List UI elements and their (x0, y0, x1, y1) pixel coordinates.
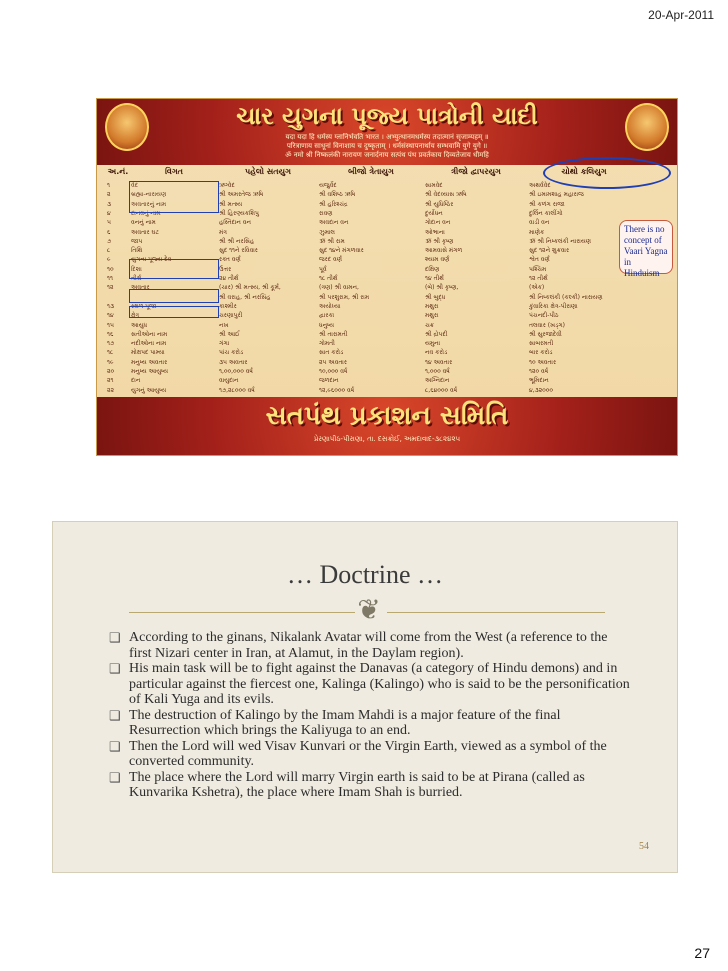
highlight-box (129, 289, 219, 303)
table-cell: શ્રી સુરજાદેવી (529, 330, 562, 338)
table-cell: સામવેદ (425, 182, 443, 189)
table-cell: દુર્લિન કાલીંગો (529, 209, 563, 217)
table-cell: ૧૨ તીર્થ (529, 275, 548, 282)
table-cell: ભૂમિદાન (529, 377, 549, 385)
table-cell: શ્રી હરિશ્ચંદ્ર (319, 200, 348, 208)
table-cell: ૨૪ તીર્થ (219, 275, 239, 282)
table-row (103, 386, 671, 396)
table-cell: શ્રી વરાહ, શ્રી નરસિંહ (219, 293, 271, 301)
table-cell: શ્રી શ્રી નરસિંહ (219, 237, 255, 245)
table-cell: ૧૨,૯૬૦૦૦ વર્ષ (319, 386, 355, 394)
table-cell: ૧૩ (107, 302, 114, 310)
table-cell: પંચનદી-પીઠ (529, 312, 559, 320)
table-cell: અવતાર ઘટ (131, 228, 159, 236)
table-cell: મથુરા (425, 312, 439, 320)
banner-title: ચાર યુગના પૂજ્ય પાત્રોની યાદી (236, 102, 538, 130)
table-cell: અયોધ્યા (319, 302, 341, 310)
doctrine-bullets (53, 630, 633, 801)
table-cell: ૬ (107, 228, 111, 236)
table-cell: ૩ (107, 200, 111, 208)
table-cell: બાર કરોડ (529, 349, 553, 357)
table-cell: ૧ (107, 182, 110, 189)
table-cell: મનુષ્ય આયુષ્ય (131, 368, 169, 375)
table-cell: ૧,૦૦૦ વર્ષ (425, 368, 450, 375)
table-cell: શ્રી આઈ (219, 330, 240, 338)
bullet-item (53, 661, 633, 708)
table-cell: ગંગા (219, 340, 230, 348)
table-cell: ૐ શ્રી કૃષ્ણ (425, 237, 454, 245)
bullet-item (53, 770, 633, 801)
shloka-line-1: यदा यदा हि धर्मस्य ग्लानिर्भवति भारत । अभ्युत्थानमधर्मस्य तदात्मानं सृजाम्यहम् ॥ (285, 133, 489, 141)
table-cell: ૧૬ (107, 330, 114, 338)
table-cell: ૧૮ તીર્થ (319, 275, 338, 282)
table-cell: દુર્યોધન (425, 209, 443, 217)
table-cell: શ્રી ઇમામશાહ મહારાજ (529, 191, 584, 199)
table-cell: યમુના (425, 340, 441, 348)
table-cell: ૧૨૦ વર્ષ (529, 368, 549, 375)
table-header-cell: બીજો ત્રેતાયુગ (348, 167, 394, 176)
table-cell: ૪,૩૨૦૦૦ (529, 386, 553, 394)
table-cell: ૧૦ (107, 265, 114, 273)
table-cell: ૧૯ (107, 358, 114, 366)
table-cell: શ્વેત વર્ણ (529, 256, 550, 264)
bullet-text: The place where the Lord will marry Virgin earth is said to be at Pirana (called as Kunvarika Kshetra), the place where Imam Shah is burried. (129, 769, 585, 800)
table-cell: ચક્ર (425, 321, 435, 329)
table-cell: માણેક (529, 228, 545, 236)
bullet-item (53, 630, 633, 661)
table-cell: આમવાસે મંગળ (425, 247, 463, 255)
table-cell: ગોદાન વન (425, 219, 451, 227)
yuga-table (103, 165, 671, 397)
table-cell: ૨૧ (107, 377, 114, 385)
table-cell: નખ (219, 321, 229, 329)
bullet-text: Then the Lord will wed Visav Kunvari or the Virgin Earth, viewed as a symbol of the converted community. (129, 738, 607, 769)
table-cell: પૂર્વ (319, 265, 327, 273)
table-cell: સુદ ૧૪ને મંગળવાર (319, 247, 364, 255)
table-cell: ૨૨ (107, 386, 115, 394)
table-cell: ઉત્તર (219, 265, 232, 273)
page-number: 27 (694, 945, 710, 961)
table-cell: ૮,૬૪૦૦૦ વર્ષ (425, 386, 458, 394)
publisher-title: સતપંથ પ્રકાશન સમિતિ (265, 401, 509, 431)
table-cell: સુદ ૧૨ને શુક્રવાર (529, 247, 570, 255)
table-cell: મોક્ષપદ પામ્યા (131, 349, 165, 357)
table-cell: અગ્નિદાન (425, 377, 450, 385)
table-cell: યુગના પૂજ્ય દેવ (131, 256, 172, 264)
slide1-footer-band (97, 397, 677, 455)
deity-portrait-right (625, 103, 669, 151)
table-cell: (એક) (529, 284, 545, 292)
bullet-icon: ❑ (109, 738, 121, 754)
table-cell: ધનુષ્ય (319, 321, 335, 329)
bullet-icon: ❑ (109, 769, 121, 785)
table-cell: જળદાન (319, 377, 339, 385)
ornament-icon: ❦ (357, 595, 381, 626)
table-cell: ૐ શ્રી નિષ્કલંકી નારાયણ (529, 237, 592, 245)
table-cell: ૨૦ (107, 368, 115, 375)
table-cell: દિશા (131, 265, 142, 273)
table-cell: (ચાર) શ્રી મત્સ્ય, શ્રી કૂર્મ, (219, 284, 281, 292)
table-cell: ઓભાના (425, 228, 445, 236)
doctrine-slide (52, 521, 678, 873)
table-cell: જાપ (131, 237, 143, 245)
table-cell: ૧૪ (107, 312, 114, 320)
table-cell: ૨૫ અવતાર (319, 358, 347, 366)
table-cell: બ્રહ્મા-નારાયણ (131, 191, 167, 199)
table-header-cell: વિગત (165, 167, 183, 176)
table-cell: નદીઓના નામ (131, 340, 167, 348)
annotation-callout: There is no concept of Vaari Yagna in Hinduism (619, 220, 673, 274)
table-cell: તલવાર (ખડ્ગ) (529, 321, 566, 329)
table-cell: શ્યામ વર્ણ (425, 256, 450, 264)
table-cell: ૮ (107, 247, 111, 255)
table-header-cell: ત્રીજો દ્વાપરયુગ (451, 167, 501, 176)
bullet-icon: ❑ (109, 707, 121, 723)
table-cell: મનુષ્ય અવતાર (131, 358, 168, 366)
table-cell: સાબરમતી (529, 340, 554, 348)
table-cell: મથુરા (425, 302, 439, 310)
table-cell: યુગનું આયુષ્ય (131, 386, 167, 394)
table-header-cell: ચોથો કલિયુગ (561, 167, 607, 176)
table-cell: શ્રી હિરણ્યકશિપુ (219, 209, 259, 217)
table-cell: શ્રી તારામતી (319, 330, 348, 338)
four-yugas-table-slide (96, 98, 678, 456)
table-cell: ૧૫ (107, 321, 114, 329)
table-cell: ૧૦ અવતાર (529, 358, 557, 366)
deity-portrait-left (105, 103, 149, 151)
table-cell: ૧૮ (107, 349, 114, 357)
table-cell: અથર્વવેદ (529, 182, 551, 189)
title-rule-right (387, 612, 605, 613)
table-cell: ૭ (107, 237, 112, 245)
table-cell: હસ્તિદાન વન (219, 219, 251, 227)
shloka-text (157, 133, 617, 160)
slide-number: 54 (639, 841, 649, 852)
table-cell: વાયુદાન (219, 377, 239, 385)
bullet-text: According to the ginans, Nikalank Avatar will come from the West (a reference to the first Nizari center in Iran, at Alamut, in the Daylam region). (129, 630, 608, 661)
table-cell: ૧૭ (107, 340, 115, 348)
bullet-item (53, 739, 633, 770)
table-cell: ૧,૦૦,૦૦૦ વર્ષ (219, 368, 253, 375)
table-cell: સુદ ૧૧ને રવિવાર (219, 247, 258, 255)
table-cell: અવદાન વન (319, 219, 349, 227)
bullet-icon: ❑ (109, 630, 121, 645)
table-cell: સાત કરોડ (319, 349, 344, 357)
table-cell: જરદ વર્ણ (319, 256, 343, 264)
highlight-box (129, 306, 219, 318)
table-cell: શ્રી યુધિષ્ઠિર (425, 200, 454, 208)
bullet-text: His main task will be to fight against the Danavas (a category of Hindu demons) and in particular against the fiercest one, Kalinga (Kalingo) who is said to be the personification of Kali Yuga and its evils. (129, 661, 630, 707)
table-cell: ૩૫ અવતાર (219, 358, 248, 366)
table-cell: ૯ (107, 256, 111, 264)
table-cell: (ત્રણ) શ્રી વામન, (319, 284, 359, 292)
table-cell: ૧૨ (107, 284, 114, 292)
table-cell: શ્રી અમરતેજ ઋષિ (219, 191, 264, 199)
table-cell: કાશ્મીર (219, 302, 237, 310)
bullet-text: The destruction of Kalingo by the Imam Mahdi is a major feature of the final Resurrection which brings the Kaliyuga to an end. (129, 707, 561, 738)
table-cell: અવતારનું નામ (131, 200, 167, 208)
table-cell: વાડી વન (529, 219, 550, 227)
table-cell: (બે) શ્રી કૃષ્ણ, (425, 284, 459, 292)
table-cell: શ્રી વેદવ્યાસ ઋષિ (425, 191, 467, 199)
table-cell: ઝુમાલ (319, 228, 335, 236)
table-cell: ૨ (107, 191, 111, 199)
table-cell: શ્રી કળંગ રાજા (529, 200, 565, 208)
table-cell: પશ્ચિમ (529, 265, 547, 273)
highlight-oval (543, 157, 671, 189)
table-cell: કુંવારિકા ક્ષેત્ર-પીરાણા (529, 302, 578, 310)
table-cell: ગોમતી (319, 340, 335, 348)
table-header-cell: પહેલો સતયુગ (245, 167, 291, 176)
table-cell: ૫ (107, 219, 111, 227)
highlight-box (129, 259, 219, 279)
table-cell: ૧૦,૦૦૦ વર્ષ (319, 368, 348, 375)
table-cell: વનનું નામ (131, 219, 156, 227)
table-cell: તીર્થ (131, 275, 142, 282)
table-cell: શ્રી નિષ્કલંકી (કલ્કી) નારાયણ (529, 293, 603, 301)
table-cell: ૧૪ અવતાર (425, 358, 453, 366)
shloka-line-2: परित्राणाय साधूनां विनाशाय च दुष्कृताम् । धर्मसंस्थापनार्थाय सम्भवामि युगे युगे ॥ (286, 142, 488, 150)
table-cell: રક્ત વર્ણ (219, 256, 241, 264)
table-cell: ૧૪ તીર્થ (425, 275, 444, 282)
table-cell: મંત્ર (219, 228, 227, 236)
table-cell: વેદ (131, 182, 139, 189)
table-cell: નવ કરોડ (425, 349, 448, 357)
table-cell: શ્રી બુદ્ધ (425, 293, 446, 301)
print-date: 20-Apr-2011 (648, 8, 714, 22)
publisher-address: પ્રેરણાપીઠ-પીરાણા, તા. દસક્રોઈ, અમદાવાદ-૩૮૨૪૨૫ (313, 435, 461, 443)
table-cell: ૧૧ (107, 275, 113, 282)
table-cell: શ્રી વશિષ્ઠ ઋષિ (319, 191, 356, 199)
table-cell: ઋગ્વેદ (219, 182, 235, 189)
table-cell: સતીઓના નામ (131, 330, 168, 338)
table-cell: સ્થળ પૂજા (131, 302, 157, 310)
slide1-banner (97, 99, 677, 165)
table-cell: શ્રી પરશુરામ, શ્રી રામ (319, 293, 370, 301)
table-cell: રાવણ (319, 209, 333, 217)
bullet-icon: ❑ (109, 661, 121, 676)
table-cell: આયુધ (131, 321, 148, 329)
table-cell: અવતાર (131, 284, 150, 292)
table-cell: શ્રી મત્સ્ય (219, 200, 243, 208)
bullet-item (53, 708, 633, 739)
table-cell: શ્રી દ્રોપદી (425, 330, 448, 338)
shloka-line-3: ॐ नमो श्री निष्कलंकी नारायण जनार्दनाय सत्पंथ पंथ प्रवर्तकाय दिव्यतेजाय धीमहि (285, 151, 489, 159)
table-cell: ૪ (107, 209, 111, 217)
slide-title: … Doctrine … (287, 560, 443, 589)
table-header-cell: અ.નં. (107, 167, 129, 176)
table-cell: તિથિ (131, 247, 143, 255)
table-cell: ચરણાપુરી (219, 312, 243, 320)
table-cell: ૧૭,૨૮૦૦૦ વર્ષ (219, 386, 255, 394)
table-cell: ક્ષેત્ર (131, 312, 140, 320)
table-cell: દક્ષિણ (425, 265, 440, 273)
table-cell: ૐ શ્રી રામ (319, 237, 345, 245)
table-cell: દાન (131, 377, 141, 385)
highlight-box (129, 181, 219, 213)
table-cell: દ્વારકા (319, 312, 335, 320)
title-rule-left (129, 612, 355, 613)
table-cell: દાનવનું નામ (131, 209, 161, 217)
table-cell: યજુર્વેદ (319, 182, 337, 189)
table-cell: પાંચ કરોડ (219, 349, 244, 357)
